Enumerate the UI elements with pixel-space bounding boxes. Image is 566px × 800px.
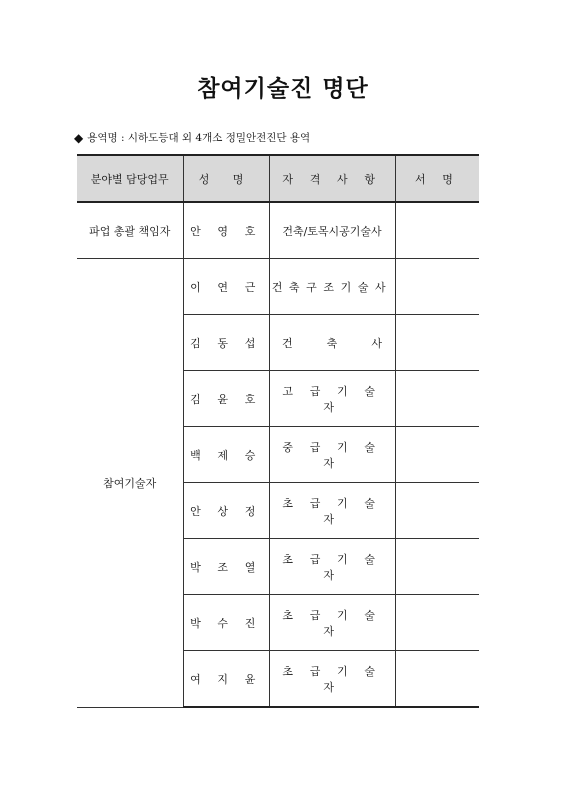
diamond-bullet-icon: ◆	[74, 130, 84, 145]
member-qualification: 초 급 기 술 자	[269, 539, 395, 595]
member-qualification: 초 급 기 술 자	[269, 651, 395, 708]
header-name: 성 명	[183, 155, 269, 202]
member-name: 박 조 열	[183, 539, 269, 595]
member-qualification: 건 축 사	[269, 315, 395, 371]
member-qualification: 건축구조기술사	[269, 259, 395, 315]
header-field: 분야별 담당업무	[77, 155, 183, 202]
member-qualification: 초 급 기 술 자	[269, 595, 395, 651]
member-name: 여 지 윤	[183, 651, 269, 708]
member-signature	[395, 427, 479, 483]
member-signature	[395, 651, 479, 708]
member-signature	[395, 371, 479, 427]
document-title: 참여기술진 명단	[197, 76, 369, 102]
lead-field: 파업 총괄 책임자	[77, 202, 183, 259]
lead-signature	[395, 202, 479, 259]
member-signature	[395, 595, 479, 651]
member-qualification: 초 급 기 술 자	[269, 483, 395, 539]
table-header-row	[77, 155, 479, 202]
member-qualification: 중 급 기 술 자	[269, 427, 395, 483]
project-line	[74, 130, 310, 145]
header-signature: 서 명	[395, 155, 479, 202]
member-name: 김 윤 호	[183, 371, 269, 427]
lead-qualification: 건축/토목시공기술사	[269, 202, 395, 259]
member-name: 김 동 섭	[183, 315, 269, 371]
member-signature	[395, 259, 479, 315]
member-signature	[395, 539, 479, 595]
participant-table	[77, 154, 479, 708]
member-name: 박 수 진	[183, 595, 269, 651]
member-qualification: 고 급 기 술 자	[269, 371, 395, 427]
member-name: 안 상 정	[183, 483, 269, 539]
lead-name: 안 영 호	[183, 202, 269, 259]
member-signature	[395, 315, 479, 371]
project-label: 용역명 : 시하도등대 외 4개소 정밀안전진단 용역	[87, 132, 311, 144]
group-field: 참여기술자	[77, 259, 183, 708]
header-qualification: 자 격 사 항	[269, 155, 395, 202]
member-name: 백 제 승	[183, 427, 269, 483]
member-signature	[395, 483, 479, 539]
member-name: 이 연 근	[183, 259, 269, 315]
table-row	[77, 259, 479, 315]
table-row-lead	[77, 202, 479, 259]
